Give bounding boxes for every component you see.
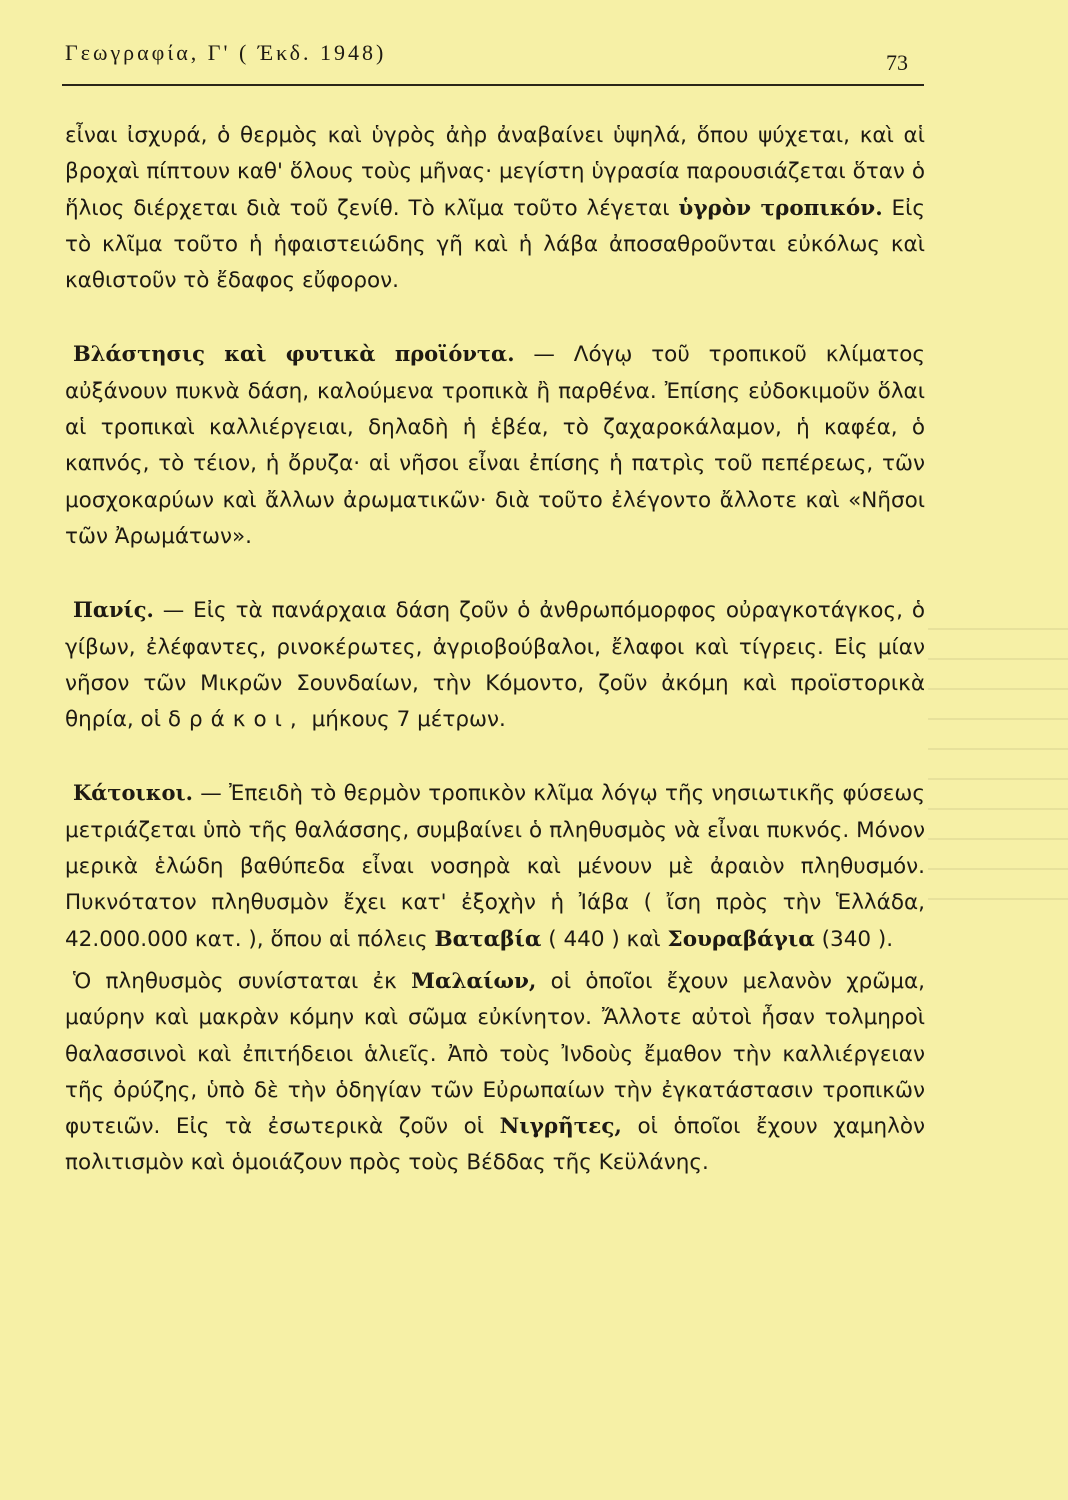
climate-text-2: Εἰς τὸ κλῖμα τοῦτο ἡ ἡφαιστειώδης γῆ καὶ ἡ λάβα ἀποσαθροῦνται εὐκόλως καὶ καθιστοῦν τὸ ἔδαφος εὔφορον. [65, 195, 926, 294]
city-surabaya: Σουραβάγια [667, 926, 815, 952]
term-humid-tropical: ὑγρὸν τροπικόν. [678, 195, 883, 221]
paragraph-inhabitants [65, 775, 925, 957]
fauna-text-2: μήκους 7 μέτρων. [304, 707, 506, 733]
population-text-3: οἱ ὁποῖοι ἔχουν χαμηλὸν πολιτισμὸν καὶ ὁμοιάζουν πρὸς τοὺς Βέδδας τῆς Κεϋλάνης. [65, 1114, 925, 1176]
paragraph-vegetation [65, 336, 925, 555]
heading-fauna: Πανίς. [73, 597, 154, 623]
vegetation-text: — Λόγῳ τοῦ τροπικοῦ κλίματος αὐξάνουν πυκνὰ δάση, καλούμενα τροπικὰ ἢ παρθένα. Ἐπίσης εὐδοκιμοῦν ὅλαι αἱ τροπικαὶ καλλιέργειαι, δηλαδὴ ἡ ἑβέα, τὸ ζαχαροκάλαμον, ἡ καφέα, ὁ καπνός, τὸ τέιον, ἡ ὄρυζα· αἱ νῆσοι εἶναι ἐπίσης ἡ πατρὶς τοῦ πεπέρεως, τῶν μοσχοκαρύων καὶ ἄλλων ἀρωματικῶν· διὰ τοῦτο ἐλέγοντο ἄλλοτε καὶ «Νῆσοι τῶν Ἀρωμάτων». [65, 342, 925, 549]
inhabitants-text-3: (340 ). [814, 926, 894, 952]
city-batavia: Βαταβία [434, 926, 542, 952]
paragraph-fauna [65, 592, 925, 738]
term-negritos: Νιγρῆτες, [499, 1114, 622, 1140]
fauna-text-1: — Εἰς τὰ πανάρχαια δάση ζοῦν ὁ ἀνθρωπόμορφος οὐραγκοτάγκος, ὁ γίβων, ἐλέφαντες, ρινοκέρωτες, ἀγριοβούβαλοι, ἔλαφοι καὶ τίγρεις. Εἰς μίαν νῆσον τῶν Μικρῶν Σουνδαίων, τὴν Κόμοντο, ζοῦν ἀκόμη καὶ προϊστορικὰ θηρία, οἱ [65, 598, 925, 733]
heading-vegetation: Βλάστησις καὶ φυτικὰ προϊόντα. [73, 341, 515, 367]
running-title: Γεωγραφία, Γ' ( Έκδ. 1948) [65, 40, 387, 65]
inhabitants-text-2: ( 440 ) καὶ [541, 926, 668, 952]
inhabitants-text-1: — Ἐπειδὴ τὸ θερμὸν τροπικὸν κλῖμα λόγῳ τῆς νησιωτικῆς φύσεως μετριάζεται ὑπὸ τῆς θαλάσσης, συμβαίνει ὁ πληθυσμὸς νὰ εἶναι πυκνός. Μόνον μερικὰ ἑλώδη βαθύπεδα εἶναι νοσηρὰ καὶ μένουν μὲ ἀραιὸν πληθυσμόν. Πυκνότατον πληθυσμὸν ἔχει κατ' ἐξοχὴν ἡ Ἰάβα ( ἴση πρὸς τὴν Ἑλλάδα, 42.000.000 κατ. ), ὅπου αἱ πόλεις [65, 781, 925, 952]
paragraph-population [65, 964, 925, 1182]
fauna-spaced-word: δράκοι, [167, 707, 305, 733]
paragraph-climate [65, 118, 925, 299]
population-text-1: Ὁ πληθυσμὸς συνίσταται ἐκ [73, 968, 412, 994]
climate-text-1: εἶναι ἰσχυρά, ὁ θερμὸς καὶ ὑγρὸς ἀὴρ ἀναβαίνει ὑψηλά, ὅπου ψύχεται, καὶ αἱ βροχαὶ πίπτουν καθ' ὅλους τοὺς μῆνας· μεγίστη ὑγρασία παρουσιάζεται ὅταν ὁ ἥλιος διέρχεται διὰ τοῦ ζενίθ. Τὸ κλῖμα τοῦτο λέγεται [65, 123, 925, 221]
show-through-mark [928, 600, 1068, 900]
body-text [65, 118, 925, 1182]
header-rule [62, 84, 924, 86]
population-text-2: οἱ ὁποῖοι ἔχουν μελανὸν χρῶμα, μαύρην καὶ μακρὰν κόμην καὶ σῶμα εὐκίνητον. Ἄλλοτε αὐτοὶ ἦσαν τολμηροὶ θαλασσινοὶ καὶ ἐπιτήδειοι ἁλιεῖς. Ἀπὸ τοὺς Ἰνδοὺς ἔμαθον τὴν καλλιέργειαν τῆς ὀρύζης, ὑπὸ δὲ τὴν ὁδηγίαν τῶν Εὐρωπαίων τὴν ἐγκατάστασιν τροπικῶν φυτειῶν. Εἰς τὰ ἐσωτερικὰ ζοῦν οἱ [65, 968, 925, 1140]
term-malays: Μαλαίων, [411, 968, 537, 994]
page-number: 73 [886, 50, 908, 75]
heading-inhabitants: Κάτοικοι. [73, 780, 193, 806]
